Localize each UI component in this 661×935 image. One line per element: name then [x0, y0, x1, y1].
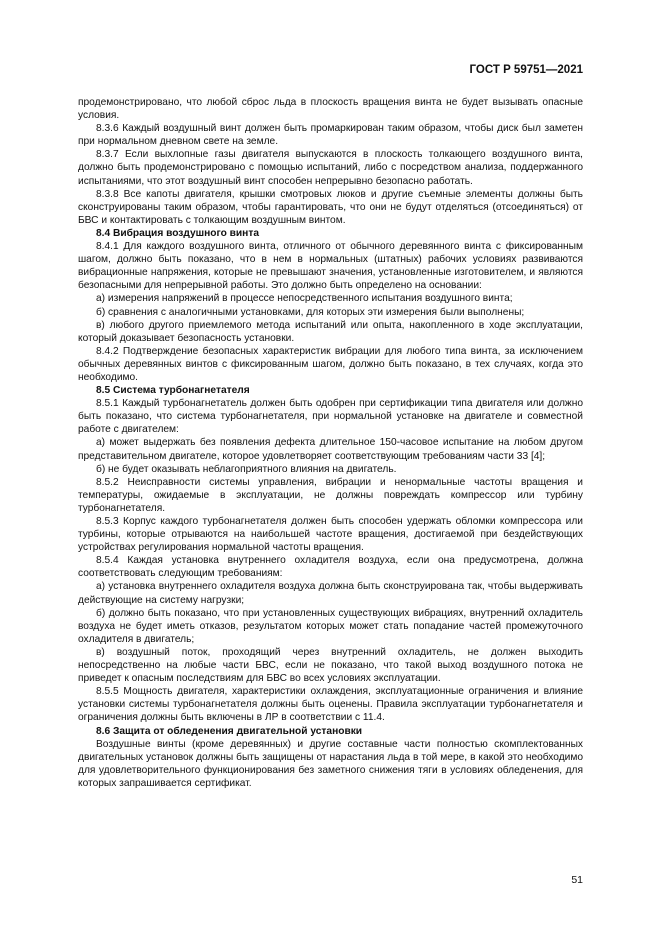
document-id: ГОСТ Р 59751—2021: [469, 64, 583, 76]
paragraph-8-3-8: 8.3.8 Все капоты двигателя, крышки смотровых люков и другие съемные элементы должны быть сконструированы таким образом, чтобы гарантировать, что они не будут отделяться (отсоединяться) от БВС и контактировать с толкающим воздушным винтом.: [78, 188, 583, 226]
list-item-b: б) сравнения с аналогичными установками, для которых эти измерения были выполнены;: [96, 306, 525, 318]
list-item-b: б) должно быть показано, что при установленных существующих вибрациях, внутренний охладитель воздуха не будет иметь отказов, результатом которых может стать попадание частей промежуточного охладителя в двигатель;: [78, 607, 583, 645]
list-item-v: в) воздушный поток, проходящий через внутренний охладитель, не должен выходить непосредственно на любые части БВС, если не показано, что такой выход воздушного потока не приведет к опасным последствиям для БВС во всех условиях эксплуатации.: [78, 646, 583, 685]
section-heading-8-4: 8.4 Вибрация воздушного винта: [96, 227, 259, 239]
paragraph-8-3-7: 8.3.7 Если выхлопные газы двигателя выпускаются в плоскость толкающего воздушного винта, должно быть продемонстрировано с помощью испытаний, либо с посредством анализа, поддержанного испытаниями, что этот воздушный винт способен непрерывно безопасно работать.: [78, 149, 583, 187]
section-heading-8-6: 8.6 Защита от обледенения двигательной установки: [96, 725, 363, 737]
list-item-v: в) любого другого приемлемого метода испытаний или опыта, накопленного в ходе эксплуатации, который доказывает безопасность установки.: [78, 319, 583, 344]
paragraph-8-6: Воздушные винты (кроме деревянных) и другие составные части полностью скомплектованных двигательных установок должны быть защищены от нарастания льда в той мере, в какой это необходимо для удовлетворительного функционирования без заметного снижения тяги в условиях обледенения, для которых запрашивается сертификат.: [78, 738, 583, 789]
list-item-b: б) не будет оказывать неблагоприятного влияния на двигатель.: [96, 463, 397, 475]
paragraph-8-5-4: 8.5.4 Каждая установка внутреннего охладителя воздуха, если она предусмотрена, должна соответствовать следующим требованиям:: [78, 555, 583, 580]
page-number: 51: [571, 874, 583, 886]
list-item-a: а) установка внутреннего охладителя воздуха должна быть сконструирована так, чтобы выдерживать действующие на систему нагрузки;: [78, 581, 583, 606]
paragraph-8-5-1: 8.5.1 Каждый турбонагнетатель должен быть одобрен при сертификации типа двигателя или должно быть показано, что система турбонагнетателя, при нормальной установке на двигателе и совместной работе с двигателем:: [78, 398, 583, 436]
document-body: [78, 96, 583, 790]
list-item-a: а) измерения напряжений в процессе непосредственного испытания воздушного винта;: [96, 293, 513, 305]
list-item-a: а) может выдержать без появления дефекта длительное 150-часовое испытание на любом другом представительном двигателе, которое удовлетворяет соответствующим требованиям части 33 [4];: [78, 437, 583, 462]
paragraph-8-4-1: 8.4.1 Для каждого воздушного винта, отличного от обычного деревянного винта с фиксированным шагом, должно быть показано, что в нем в нормальных (штатных) рабочих условиях развиваются вибрационные напряжения, которые не превышают значения, установленные изготовителем, и являются безопасными для непрерывной работы. Это должно быть определено на основании:: [78, 241, 583, 292]
paragraph: продемонстрировано, что любой сброс льда в плоскость вращения винта не будет вызывать опасные условия.: [78, 97, 583, 122]
paragraph-8-4-2: 8.4.2 Подтверждение безопасных характеристик вибрации для любого типа винта, за исключением обычных деревянных винтов с фиксированным шагом, должно быть показано, в тех случаях, когда это необходимо.: [78, 345, 583, 383]
paragraph-8-5-5: 8.5.5 Мощность двигателя, характеристики охлаждения, эксплуатационные ограничения и влияние установки системы турбонагнетателя должны быть оценены. Правила эксплуатации турбонагнетателя и ограничения должны быть включены в ЛР в соответствии с 11.4.: [78, 686, 583, 724]
paragraph-8-5-3: 8.5.3 Корпус каждого турбонагнетателя должен быть способен удержать обломки компрессора или турбины, которые отрываются на наибольшей частоте вращения, достигаемой при бездействующих устройствах регулирования нормальной частоты вращения.: [78, 516, 583, 554]
paragraph-8-5-2: 8.5.2 Неисправности системы управления, вибрации и ненормальные частоты вращения и температуры, ожидаемые в эксплуатации, не должны повреждать компрессор или турбину турбонагнетателя.: [78, 476, 583, 514]
paragraph-8-3-6: 8.3.6 Каждый воздушный винт должен быть промаркирован таким образом, чтобы диск был заметен при нормальном дневном свете на земле.: [78, 123, 583, 148]
section-heading-8-5: 8.5 Система турбонагнетателя: [96, 385, 250, 397]
